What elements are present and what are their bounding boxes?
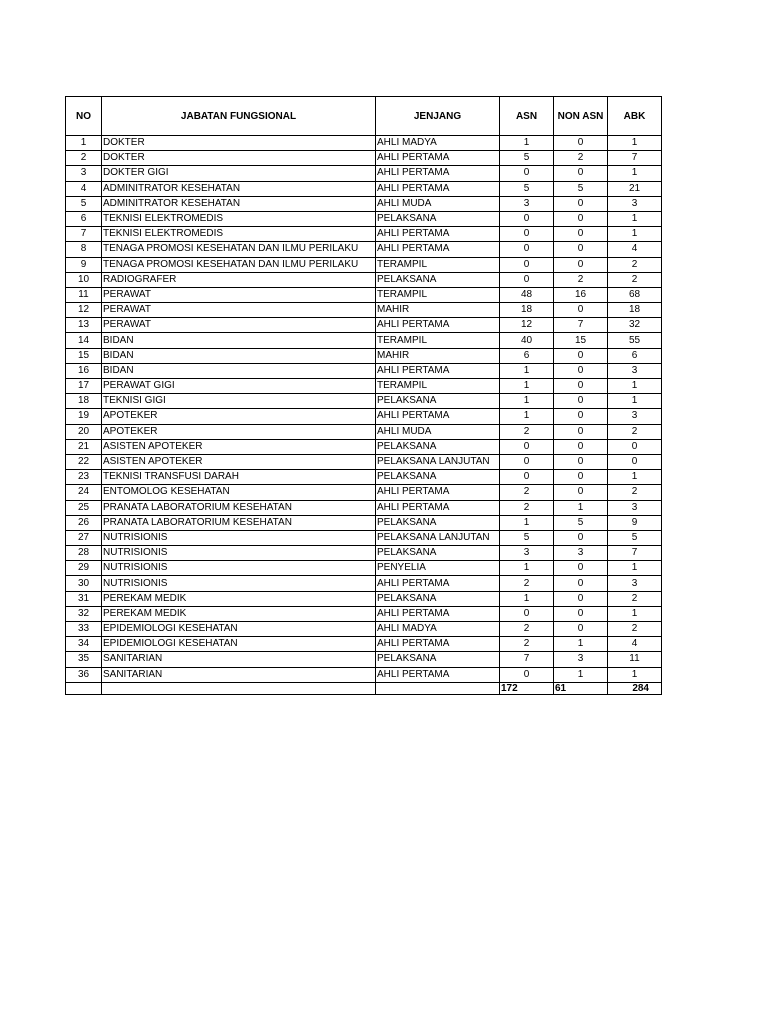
cell-no: 27 [66, 530, 102, 545]
cell-non-asn: 0 [554, 136, 608, 151]
cell-no: 19 [66, 409, 102, 424]
table-row [66, 394, 662, 409]
cell-jabatan-fungsional: PERAWAT GIGI [102, 379, 376, 394]
cell-non-asn: 0 [554, 591, 608, 606]
cell-abk: 1 [608, 379, 662, 394]
table-row [66, 151, 662, 166]
cell-jenjang: AHLI PERTAMA [376, 667, 500, 682]
cell-no: 9 [66, 257, 102, 272]
cell-jenjang: MAHIR [376, 348, 500, 363]
cell-jabatan-fungsional: BIDAN [102, 348, 376, 363]
cell-abk: 1 [608, 667, 662, 682]
cell-jenjang: PELAKSANA [376, 394, 500, 409]
cell-no: 30 [66, 576, 102, 591]
cell-no: 11 [66, 287, 102, 302]
cell-non-asn: 0 [554, 303, 608, 318]
cell-non-asn: 15 [554, 333, 608, 348]
cell-non-asn: 0 [554, 196, 608, 211]
cell-jabatan-fungsional: EPIDEMIOLOGI KESEHATAN [102, 622, 376, 637]
cell-jenjang: AHLI PERTAMA [376, 151, 500, 166]
cell-non-asn: 0 [554, 363, 608, 378]
cell-jabatan-fungsional: ASISTEN APOTEKER [102, 439, 376, 454]
cell-jabatan-fungsional: TENAGA PROMOSI KESEHATAN DAN ILMU PERILAKU [102, 257, 376, 272]
cell-asn: 1 [500, 379, 554, 394]
cell-jenjang: TERAMPIL [376, 379, 500, 394]
cell-abk: 2 [608, 424, 662, 439]
cell-abk: 11 [608, 652, 662, 667]
header-jenjang: JENJANG [376, 97, 500, 136]
cell-non-asn: 0 [554, 242, 608, 257]
cell-jenjang: AHLI PERTAMA [376, 576, 500, 591]
table-row [66, 363, 662, 378]
cell-abk: 18 [608, 303, 662, 318]
cell-asn: 1 [500, 136, 554, 151]
cell-asn: 6 [500, 348, 554, 363]
cell-jabatan-fungsional: ENTOMOLOG KESEHATAN [102, 485, 376, 500]
cell-asn: 2 [500, 637, 554, 652]
table-footer [66, 682, 662, 694]
cell-non-asn: 1 [554, 637, 608, 652]
cell-abk: 2 [608, 622, 662, 637]
totals-jenjang-cell [376, 682, 500, 694]
cell-abk: 1 [608, 166, 662, 181]
table-row [66, 667, 662, 682]
cell-abk: 1 [608, 394, 662, 409]
cell-abk: 1 [608, 561, 662, 576]
cell-asn: 5 [500, 530, 554, 545]
cell-non-asn: 0 [554, 394, 608, 409]
cell-no: 2 [66, 151, 102, 166]
total-asn: 172 [500, 682, 554, 694]
cell-jabatan-fungsional: TEKNISI GIGI [102, 394, 376, 409]
cell-asn: 0 [500, 272, 554, 287]
cell-jenjang: AHLI PERTAMA [376, 242, 500, 257]
table-row [66, 515, 662, 530]
table-row [66, 318, 662, 333]
cell-jenjang: MAHIR [376, 303, 500, 318]
cell-non-asn: 2 [554, 151, 608, 166]
cell-abk: 2 [608, 272, 662, 287]
cell-asn: 1 [500, 591, 554, 606]
cell-abk: 55 [608, 333, 662, 348]
cell-abk: 6 [608, 348, 662, 363]
cell-jabatan-fungsional: PEREKAM MEDIK [102, 591, 376, 606]
cell-abk: 3 [608, 409, 662, 424]
cell-non-asn: 1 [554, 667, 608, 682]
cell-asn: 0 [500, 439, 554, 454]
cell-jenjang: AHLI PERTAMA [376, 181, 500, 196]
cell-abk: 9 [608, 515, 662, 530]
cell-jabatan-fungsional: PERAWAT [102, 318, 376, 333]
cell-jenjang: PELAKSANA [376, 272, 500, 287]
cell-jabatan-fungsional: DOKTER [102, 151, 376, 166]
cell-abk: 0 [608, 439, 662, 454]
table-row [66, 211, 662, 226]
cell-jabatan-fungsional: NUTRISIONIS [102, 576, 376, 591]
header-asn: ASN [500, 97, 554, 136]
cell-no: 17 [66, 379, 102, 394]
cell-no: 8 [66, 242, 102, 257]
table-row [66, 409, 662, 424]
header-abk: ABK [608, 97, 662, 136]
cell-no: 28 [66, 546, 102, 561]
cell-jabatan-fungsional: PERAWAT [102, 287, 376, 302]
cell-abk: 0 [608, 454, 662, 469]
cell-no: 31 [66, 591, 102, 606]
cell-jenjang: AHLI PERTAMA [376, 166, 500, 181]
total-non-asn: 61 [554, 682, 608, 694]
cell-no: 23 [66, 470, 102, 485]
cell-non-asn: 7 [554, 318, 608, 333]
cell-jenjang: AHLI PERTAMA [376, 318, 500, 333]
cell-asn: 2 [500, 622, 554, 637]
table-row [66, 424, 662, 439]
cell-jabatan-fungsional: TEKNISI ELEKTROMEDIS [102, 227, 376, 242]
cell-no: 6 [66, 211, 102, 226]
cell-non-asn: 3 [554, 546, 608, 561]
table-row [66, 333, 662, 348]
totals-jabatan-cell [102, 682, 376, 694]
cell-jenjang: PELAKSANA LANJUTAN [376, 454, 500, 469]
cell-jabatan-fungsional: APOTEKER [102, 409, 376, 424]
cell-abk: 3 [608, 363, 662, 378]
cell-jenjang: PELAKSANA [376, 546, 500, 561]
cell-asn: 0 [500, 454, 554, 469]
cell-jenjang: AHLI PERTAMA [376, 485, 500, 500]
cell-asn: 48 [500, 287, 554, 302]
cell-asn: 18 [500, 303, 554, 318]
cell-jenjang: PELAKSANA [376, 652, 500, 667]
cell-jenjang: AHLI PERTAMA [376, 227, 500, 242]
table-row [66, 303, 662, 318]
table-row [66, 348, 662, 363]
table-row [66, 439, 662, 454]
cell-asn: 2 [500, 576, 554, 591]
cell-non-asn: 0 [554, 379, 608, 394]
cell-abk: 1 [608, 606, 662, 621]
cell-abk: 3 [608, 576, 662, 591]
table-row [66, 227, 662, 242]
cell-no: 18 [66, 394, 102, 409]
cell-non-asn: 0 [554, 561, 608, 576]
cell-abk: 1 [608, 211, 662, 226]
cell-asn: 0 [500, 470, 554, 485]
cell-asn: 0 [500, 166, 554, 181]
cell-non-asn: 0 [554, 454, 608, 469]
table-row [66, 257, 662, 272]
header-row [66, 97, 662, 136]
table-row [66, 530, 662, 545]
cell-asn: 2 [500, 424, 554, 439]
cell-abk: 2 [608, 591, 662, 606]
cell-no: 16 [66, 363, 102, 378]
cell-jenjang: AHLI MUDA [376, 424, 500, 439]
cell-asn: 0 [500, 227, 554, 242]
cell-jabatan-fungsional: SANITARIAN [102, 667, 376, 682]
cell-asn: 1 [500, 561, 554, 576]
cell-asn: 1 [500, 515, 554, 530]
cell-asn: 1 [500, 394, 554, 409]
cell-abk: 32 [608, 318, 662, 333]
cell-non-asn: 0 [554, 606, 608, 621]
cell-no: 21 [66, 439, 102, 454]
table-row [66, 576, 662, 591]
cell-jabatan-fungsional: TEKNISI ELEKTROMEDIS [102, 211, 376, 226]
cell-non-asn: 0 [554, 424, 608, 439]
cell-jabatan-fungsional: TENAGA PROMOSI KESEHATAN DAN ILMU PERILAKU [102, 242, 376, 257]
cell-jabatan-fungsional: PERAWAT [102, 303, 376, 318]
table-row [66, 561, 662, 576]
cell-jabatan-fungsional: ADMINITRATOR KESEHATAN [102, 181, 376, 196]
cell-jenjang: PELAKSANA LANJUTAN [376, 530, 500, 545]
cell-no: 24 [66, 485, 102, 500]
cell-jabatan-fungsional: PRANATA LABORATORIUM KESEHATAN [102, 500, 376, 515]
cell-jenjang: AHLI PERTAMA [376, 500, 500, 515]
cell-non-asn: 5 [554, 515, 608, 530]
cell-non-asn: 5 [554, 181, 608, 196]
cell-non-asn: 3 [554, 652, 608, 667]
table-row [66, 470, 662, 485]
cell-abk: 1 [608, 136, 662, 151]
cell-abk: 2 [608, 257, 662, 272]
table-row [66, 272, 662, 287]
cell-no: 10 [66, 272, 102, 287]
cell-non-asn: 0 [554, 211, 608, 226]
cell-abk: 4 [608, 242, 662, 257]
cell-asn: 2 [500, 485, 554, 500]
cell-asn: 5 [500, 181, 554, 196]
cell-non-asn: 0 [554, 348, 608, 363]
cell-no: 35 [66, 652, 102, 667]
cell-jabatan-fungsional: PRANATA LABORATORIUM KESEHATAN [102, 515, 376, 530]
cell-asn: 1 [500, 363, 554, 378]
cell-non-asn: 0 [554, 530, 608, 545]
cell-no: 15 [66, 348, 102, 363]
jabatan-fungsional-table [65, 96, 662, 695]
cell-jenjang: AHLI MUDA [376, 196, 500, 211]
cell-non-asn: 2 [554, 272, 608, 287]
cell-asn: 5 [500, 151, 554, 166]
table-row [66, 379, 662, 394]
table-row [66, 652, 662, 667]
cell-jenjang: AHLI MADYA [376, 622, 500, 637]
cell-no: 20 [66, 424, 102, 439]
cell-jenjang: AHLI PERTAMA [376, 363, 500, 378]
cell-asn: 3 [500, 546, 554, 561]
cell-jabatan-fungsional: BIDAN [102, 363, 376, 378]
table-row [66, 287, 662, 302]
cell-jenjang: PELAKSANA [376, 211, 500, 226]
cell-non-asn: 0 [554, 409, 608, 424]
table-row [66, 136, 662, 151]
table-header [66, 97, 662, 136]
cell-abk: 68 [608, 287, 662, 302]
cell-no: 12 [66, 303, 102, 318]
cell-non-asn: 0 [554, 166, 608, 181]
cell-no: 36 [66, 667, 102, 682]
table-row [66, 242, 662, 257]
table-row [66, 606, 662, 621]
table-row [66, 622, 662, 637]
cell-no: 22 [66, 454, 102, 469]
cell-asn: 7 [500, 652, 554, 667]
cell-non-asn: 0 [554, 485, 608, 500]
totals-no-cell [66, 682, 102, 694]
cell-jabatan-fungsional: PEREKAM MEDIK [102, 606, 376, 621]
cell-jabatan-fungsional: APOTEKER [102, 424, 376, 439]
header-jabatan-fungsional: JABATAN FUNGSIONAL [102, 97, 376, 136]
cell-non-asn: 16 [554, 287, 608, 302]
cell-abk: 2 [608, 485, 662, 500]
total-abk: 284 [608, 682, 662, 694]
cell-no: 29 [66, 561, 102, 576]
cell-jenjang: AHLI PERTAMA [376, 637, 500, 652]
cell-jabatan-fungsional: EPIDEMIOLOGI KESEHATAN [102, 637, 376, 652]
cell-abk: 21 [608, 181, 662, 196]
cell-no: 25 [66, 500, 102, 515]
cell-asn: 0 [500, 257, 554, 272]
cell-abk: 5 [608, 530, 662, 545]
cell-jenjang: TERAMPIL [376, 287, 500, 302]
cell-jabatan-fungsional: BIDAN [102, 333, 376, 348]
cell-no: 34 [66, 637, 102, 652]
cell-asn: 0 [500, 606, 554, 621]
header-no: NO [66, 97, 102, 136]
cell-no: 26 [66, 515, 102, 530]
cell-jabatan-fungsional: NUTRISIONIS [102, 530, 376, 545]
cell-abk: 3 [608, 500, 662, 515]
cell-asn: 0 [500, 242, 554, 257]
table-row [66, 546, 662, 561]
table-row [66, 454, 662, 469]
cell-no: 33 [66, 622, 102, 637]
cell-jenjang: AHLI PERTAMA [376, 606, 500, 621]
cell-jenjang: PELAKSANA [376, 591, 500, 606]
cell-asn: 2 [500, 500, 554, 515]
cell-non-asn: 0 [554, 227, 608, 242]
table-row [66, 637, 662, 652]
cell-abk: 1 [608, 470, 662, 485]
table-row [66, 591, 662, 606]
cell-jenjang: PELAKSANA [376, 439, 500, 454]
cell-abk: 3 [608, 196, 662, 211]
cell-asn: 1 [500, 409, 554, 424]
cell-jenjang: PELAKSANA [376, 515, 500, 530]
cell-abk: 7 [608, 546, 662, 561]
cell-no: 32 [66, 606, 102, 621]
cell-jenjang: PENYELIA [376, 561, 500, 576]
cell-non-asn: 0 [554, 470, 608, 485]
cell-no: 5 [66, 196, 102, 211]
cell-non-asn: 0 [554, 257, 608, 272]
cell-jabatan-fungsional: SANITARIAN [102, 652, 376, 667]
table-row [66, 181, 662, 196]
cell-jenjang: PELAKSANA [376, 470, 500, 485]
cell-jabatan-fungsional: DOKTER [102, 136, 376, 151]
cell-jenjang: TERAMPIL [376, 333, 500, 348]
cell-asn: 3 [500, 196, 554, 211]
cell-asn: 0 [500, 667, 554, 682]
cell-abk: 7 [608, 151, 662, 166]
cell-jabatan-fungsional: ASISTEN APOTEKER [102, 454, 376, 469]
cell-no: 7 [66, 227, 102, 242]
cell-jabatan-fungsional: NUTRISIONIS [102, 561, 376, 576]
cell-no: 13 [66, 318, 102, 333]
cell-jenjang: AHLI PERTAMA [376, 409, 500, 424]
cell-non-asn: 1 [554, 500, 608, 515]
table-row [66, 196, 662, 211]
cell-asn: 40 [500, 333, 554, 348]
table-row [66, 166, 662, 181]
cell-non-asn: 0 [554, 439, 608, 454]
table-row [66, 485, 662, 500]
cell-no: 14 [66, 333, 102, 348]
cell-non-asn: 0 [554, 622, 608, 637]
cell-jenjang: TERAMPIL [376, 257, 500, 272]
cell-jabatan-fungsional: DOKTER GIGI [102, 166, 376, 181]
cell-jabatan-fungsional: NUTRISIONIS [102, 546, 376, 561]
cell-abk: 4 [608, 637, 662, 652]
cell-no: 4 [66, 181, 102, 196]
cell-non-asn: 0 [554, 576, 608, 591]
cell-asn: 12 [500, 318, 554, 333]
cell-no: 1 [66, 136, 102, 151]
cell-jabatan-fungsional: TEKNISI TRANSFUSI DARAH [102, 470, 376, 485]
cell-jabatan-fungsional: ADMINITRATOR KESEHATAN [102, 196, 376, 211]
cell-abk: 1 [608, 227, 662, 242]
cell-no: 3 [66, 166, 102, 181]
table-row [66, 500, 662, 515]
totals-row [66, 682, 662, 694]
cell-asn: 0 [500, 211, 554, 226]
header-non-asn: NON ASN [554, 97, 608, 136]
table-body [66, 136, 662, 683]
cell-jabatan-fungsional: RADIOGRAFER [102, 272, 376, 287]
cell-jenjang: AHLI MADYA [376, 136, 500, 151]
